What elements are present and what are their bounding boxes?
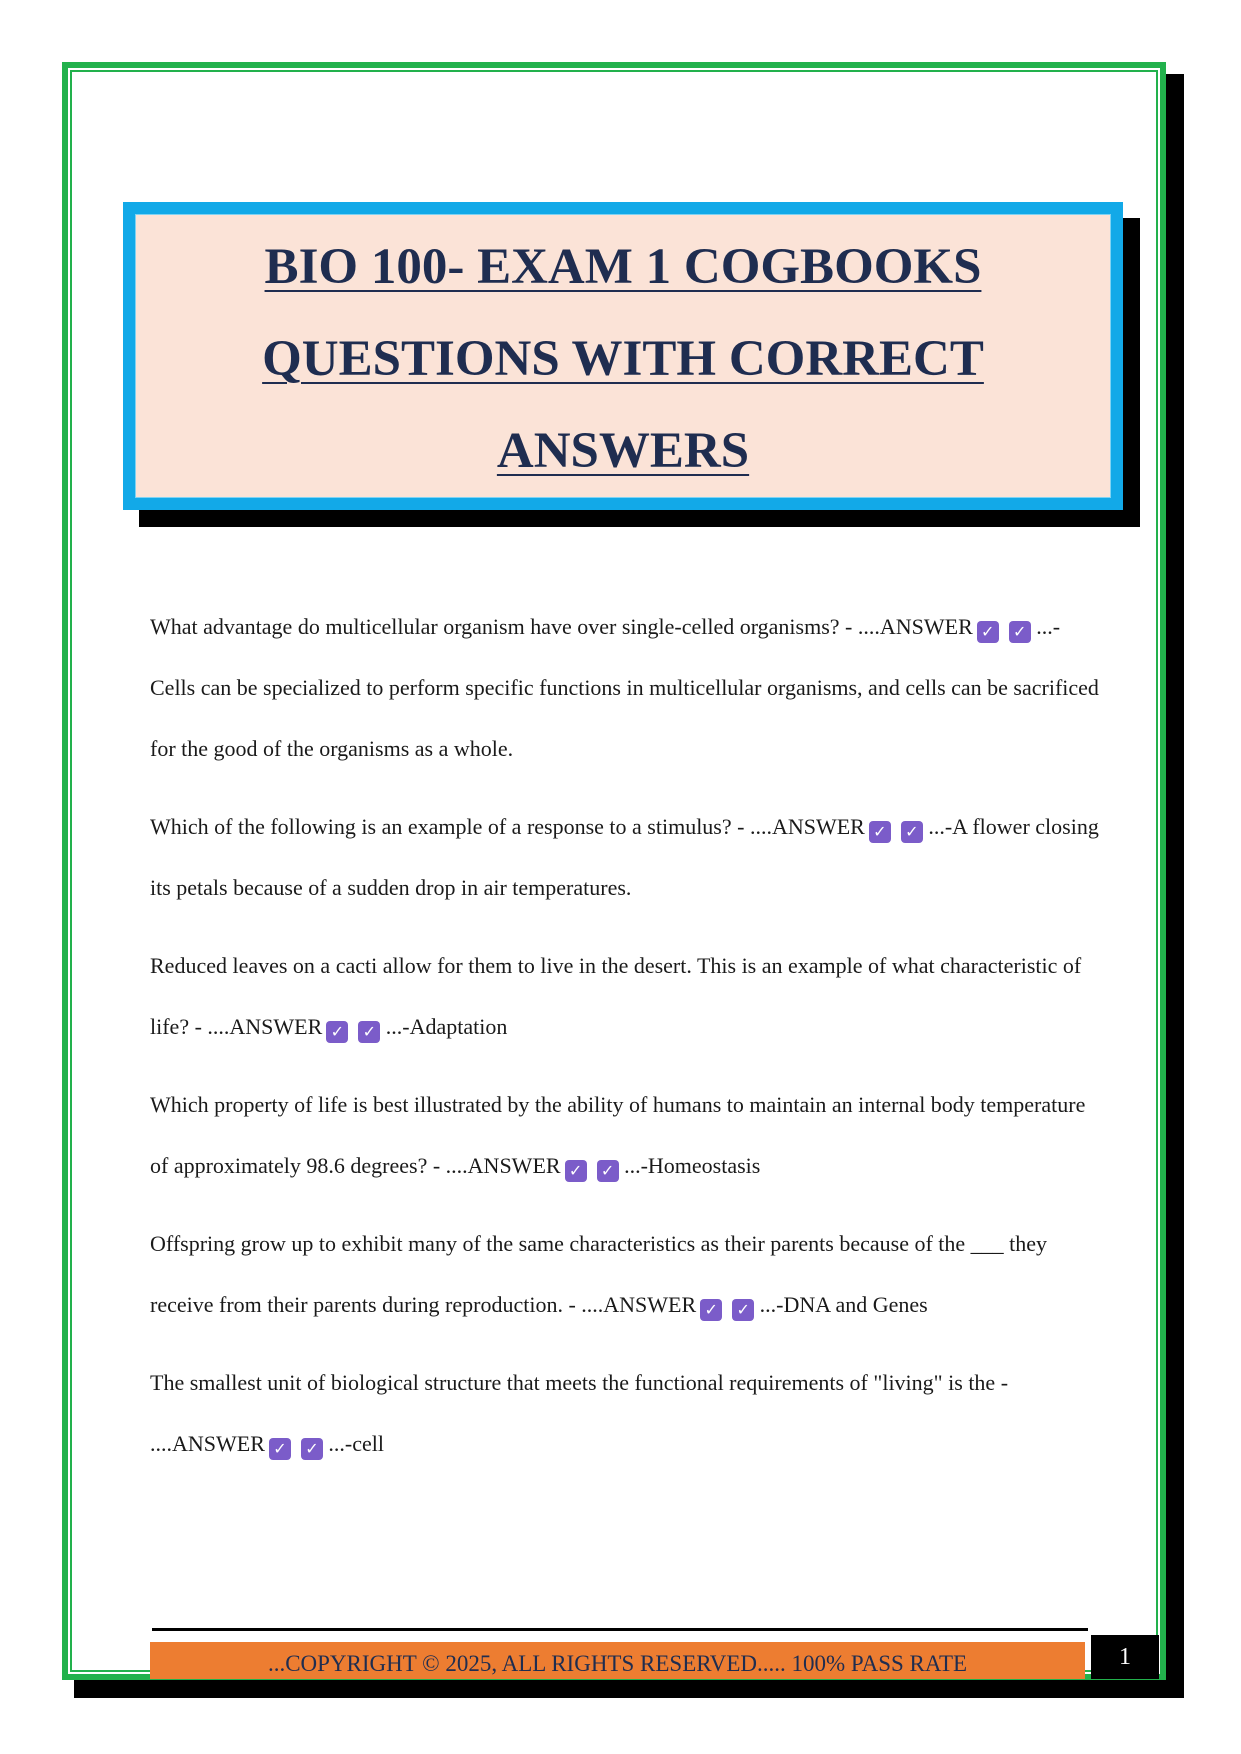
answer-label: ....ANSWER	[150, 1431, 265, 1456]
answer-label: ....ANSWER	[857, 614, 973, 639]
title-inner	[135, 214, 1111, 498]
checkmark-icon: ✓	[1009, 621, 1031, 643]
answer-label: ....ANSWER	[445, 1153, 561, 1178]
qa-list	[150, 596, 1100, 1491]
checkmark-icon: ✓	[326, 1021, 348, 1043]
answer-text: ...-Cells can be specialized to perform specific functions in multicellular organisms, and cells can be sacrificed for the good of the organisms as a whole.	[150, 614, 1099, 761]
answer-text: ...-Adaptation	[385, 1014, 508, 1039]
qa-item	[150, 1074, 1100, 1196]
answer-label: ....ANSWER	[581, 1292, 697, 1317]
title-box	[123, 202, 1123, 510]
document-title-line-2: QUESTIONS WITH CORRECT	[262, 331, 984, 387]
footer-copyright-text: ...COPYRIGHT © 2025, ALL RIGHTS RESERVED..... 100% PASS RATE	[267, 1651, 968, 1676]
checkmark-icon: ✓	[269, 1438, 291, 1460]
checkmark-icon: ✓	[565, 1160, 587, 1182]
question-text: Which property of life is best illustrated by the ability of humans to maintain an internal body temperature of approximately 98.6 degrees? -	[150, 1092, 1086, 1178]
answer-text: ...-cell	[328, 1431, 384, 1456]
answer-label: ....ANSWER	[749, 814, 865, 839]
qa-item	[150, 596, 1100, 779]
answer-text: ...-A flower closing its petals because of a sudden drop in air temperatures.	[150, 814, 1099, 900]
checkmark-icon: ✓	[597, 1160, 619, 1182]
checkmark-icon: ✓	[869, 821, 891, 843]
footer-divider	[152, 1628, 1088, 1631]
checkmark-icon: ✓	[901, 821, 923, 843]
page-number-box	[1091, 1635, 1159, 1679]
checkmark-icon: ✓	[732, 1299, 754, 1321]
document-title-line-1: BIO 100- EXAM 1 COGBOOKS	[264, 239, 982, 295]
question-text: Which of the following is an example of a response to a stimulus? -	[150, 814, 745, 839]
qa-item	[150, 1213, 1100, 1335]
checkmark-icon: ✓	[700, 1299, 722, 1321]
question-text: What advantage do multicellular organism have over single-celled organisms? -	[150, 614, 853, 639]
question-text: Offspring grow up to exhibit many of the same characteristics as their parents because of the ___ they receive from their parents during reproduction. -	[150, 1231, 1048, 1317]
qa-item	[150, 935, 1100, 1057]
checkmark-icon: ✓	[977, 621, 999, 643]
checkmark-icon: ✓	[301, 1438, 323, 1460]
question-text: Reduced leaves on a cacti allow for them to live in the desert. This is an example of what characteristic of life? -	[150, 953, 1082, 1039]
page-number: 1	[1119, 1644, 1131, 1670]
qa-item	[150, 796, 1100, 918]
answer-text: ...-DNA and Genes	[759, 1292, 928, 1317]
document-title-line-3: ANSWERS	[496, 423, 750, 479]
answer-text: ...-Homeostasis	[624, 1153, 761, 1178]
question-text: The smallest unit of biological structure that meets the functional requirements of "living" is the -	[150, 1370, 1009, 1395]
qa-item	[150, 1352, 1100, 1474]
footer-copyright-bar	[150, 1642, 1085, 1679]
checkmark-icon: ✓	[358, 1021, 380, 1043]
answer-label: ....ANSWER	[207, 1014, 323, 1039]
